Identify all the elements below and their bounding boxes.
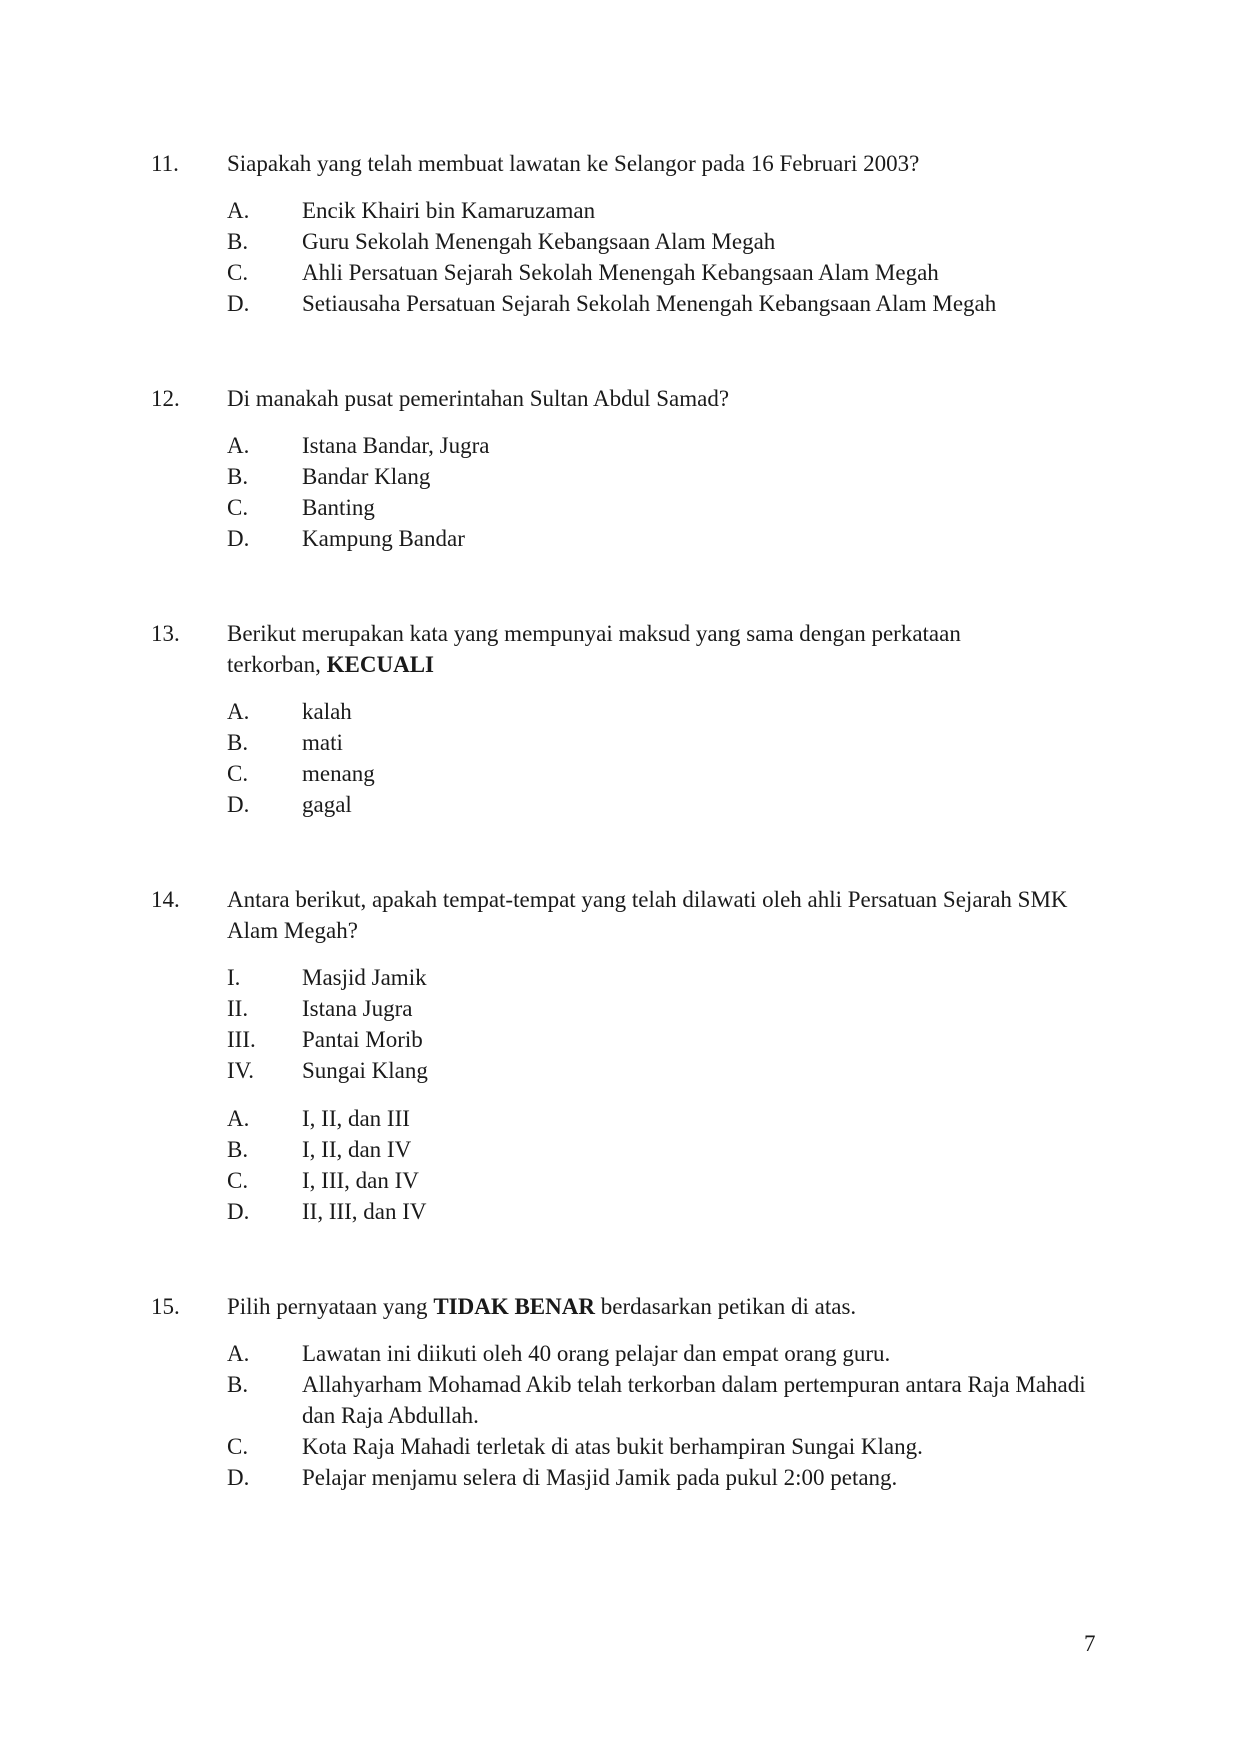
- options-15: [0, 1338, 1241, 1493]
- statement-14-iii: [0, 1024, 1241, 1055]
- option-12-b[interactable]: [0, 461, 1241, 492]
- option-13-c[interactable]: [0, 758, 1241, 789]
- page-number: 7: [1084, 1631, 1096, 1656]
- statement-label: II.: [227, 996, 249, 1021]
- question-text-end: berdasarkan petikan di atas.: [594, 1294, 857, 1319]
- option-label: D.: [227, 1465, 250, 1490]
- question-number: 14.: [151, 887, 180, 912]
- option-text: Encik Khairi bin Kamaruzaman: [302, 198, 596, 223]
- option-text: menang: [302, 761, 375, 786]
- statement-text: Istana Jugra: [302, 996, 413, 1021]
- option-label: B.: [227, 730, 249, 755]
- option-label: D.: [227, 526, 250, 551]
- option-label: C.: [227, 1434, 249, 1459]
- question-number: 13.: [151, 621, 180, 646]
- option-text: Allahyarham Mohamad Akib telah terkorban dalam pertempuran antara Raja Mahadi dan Raja Abdullah.: [302, 1372, 1086, 1428]
- option-12-c[interactable]: [0, 492, 1241, 523]
- option-text: Pelajar menjamu selera di Masjid Jamik pada pukul 2:00 petang.: [302, 1465, 898, 1490]
- statement-label: IV.: [227, 1058, 255, 1083]
- option-label: A.: [227, 699, 250, 724]
- option-label: B.: [227, 229, 249, 254]
- question-number: 12.: [151, 386, 180, 411]
- option-label: C.: [227, 1168, 249, 1193]
- statement-text: Pantai Morib: [302, 1027, 423, 1052]
- option-label: A.: [227, 1341, 250, 1366]
- option-text: Istana Bandar, Jugra: [302, 433, 490, 458]
- option-15-b[interactable]: [0, 1369, 1241, 1431]
- option-label: B.: [227, 464, 249, 489]
- option-11-a[interactable]: [0, 195, 1241, 226]
- option-text: kalah: [302, 699, 352, 724]
- question-text-main: Berikut merupakan kata yang mempunyai maksud yang sama dengan perkataan terkorban,: [227, 621, 961, 677]
- option-label: C.: [227, 495, 249, 520]
- option-label: A.: [227, 433, 250, 458]
- option-label: D.: [227, 291, 250, 316]
- option-15-d[interactable]: [0, 1462, 1241, 1493]
- option-text: Lawatan ini diikuti oleh 40 orang pelajar dan empat orang guru.: [302, 1341, 891, 1366]
- option-label: D.: [227, 1199, 250, 1224]
- option-text: II, III, dan IV: [302, 1199, 427, 1224]
- statement-14-ii: [0, 993, 1241, 1024]
- option-text: Kota Raja Mahadi terletak di atas bukit berhampiran Sungai Klang.: [302, 1434, 923, 1459]
- statements-14: [0, 962, 1241, 1086]
- option-15-c[interactable]: [0, 1431, 1241, 1462]
- option-text: Bandar Klang: [302, 464, 431, 489]
- options-13: [0, 696, 1241, 820]
- option-text: Ahli Persatuan Sejarah Sekolah Menengah Kebangsaan Alam Megah: [302, 260, 939, 285]
- option-14-c[interactable]: [0, 1165, 1241, 1196]
- option-text: Setiausaha Persatuan Sejarah Sekolah Menengah Kebangsaan Alam Megah: [302, 291, 997, 316]
- question-number: 11.: [151, 151, 179, 176]
- question-number: 15.: [151, 1294, 180, 1319]
- options-12: [0, 430, 1241, 554]
- option-text: I, II, dan IV: [302, 1137, 412, 1162]
- option-12-a[interactable]: [0, 430, 1241, 461]
- statement-14-iv: [0, 1055, 1241, 1086]
- question-text: [227, 618, 1047, 680]
- option-15-a[interactable]: [0, 1338, 1241, 1369]
- option-label: C.: [227, 260, 249, 285]
- option-label: B.: [227, 1372, 249, 1397]
- option-13-a[interactable]: [0, 696, 1241, 727]
- option-11-b[interactable]: [0, 226, 1241, 257]
- option-14-d[interactable]: [0, 1196, 1241, 1227]
- statement-text: Sungai Klang: [302, 1058, 428, 1083]
- statement-label: III.: [227, 1027, 256, 1052]
- question-text-main: Pilih pernyataan yang: [227, 1294, 434, 1319]
- option-label: A.: [227, 1106, 250, 1131]
- option-label: B.: [227, 1137, 249, 1162]
- statement-14-i: [0, 962, 1241, 993]
- option-label: A.: [227, 198, 250, 223]
- options-11: [0, 195, 1241, 319]
- option-14-a[interactable]: [0, 1103, 1241, 1134]
- option-12-d[interactable]: [0, 523, 1241, 554]
- option-text: Banting: [302, 495, 375, 520]
- option-text: I, III, dan IV: [302, 1168, 419, 1193]
- question-text: Siapakah yang telah membuat lawatan ke Selangor pada 16 Februari 2003?: [227, 151, 920, 176]
- statement-label: I.: [227, 965, 241, 990]
- option-11-d[interactable]: [0, 288, 1241, 319]
- question-text: [227, 1291, 1097, 1322]
- question-text: Di manakah pusat pemerintahan Sultan Abdul Samad?: [227, 386, 730, 411]
- options-14: [0, 1103, 1241, 1227]
- question-emphasis: KECUALI: [326, 652, 434, 677]
- option-label: C.: [227, 761, 249, 786]
- option-13-b[interactable]: [0, 727, 1241, 758]
- option-14-b[interactable]: [0, 1134, 1241, 1165]
- option-text: gagal: [302, 792, 352, 817]
- question-text: Antara berikut, apakah tempat-tempat yang telah dilawati oleh ahli Persatuan Sejarah SMK Alam Megah?: [227, 887, 1068, 943]
- option-text: Kampung Bandar: [302, 526, 465, 551]
- question-emphasis: TIDAK BENAR: [433, 1294, 595, 1319]
- option-text: Guru Sekolah Menengah Kebangsaan Alam Megah: [302, 229, 776, 254]
- option-text: mati: [302, 730, 343, 755]
- option-label: D.: [227, 792, 250, 817]
- option-13-d[interactable]: [0, 789, 1241, 820]
- option-11-c[interactable]: [0, 257, 1241, 288]
- statement-text: Masjid Jamik: [302, 965, 427, 990]
- option-text: I, II, dan III: [302, 1106, 410, 1131]
